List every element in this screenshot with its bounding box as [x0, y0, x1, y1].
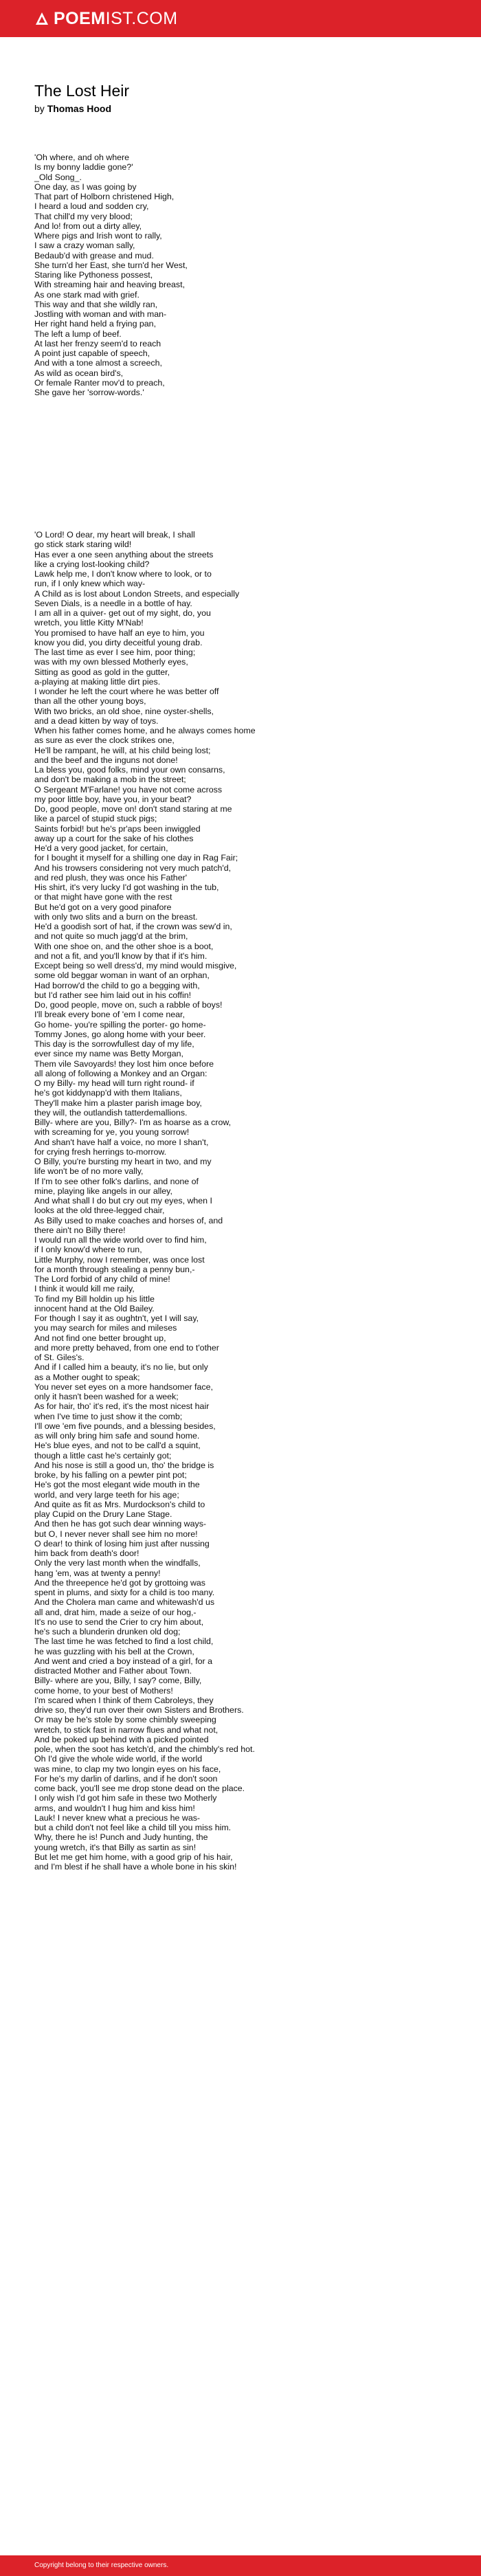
logo-text	[54, 8, 178, 29]
logo-mark-icon	[34, 11, 49, 26]
byline	[34, 102, 111, 115]
poem-stanza: 'O Lord! O dear, my heart will break, I shall go stick stark staring wild! Has ever a one seen anything about the streets like a crying lost-looking child? Lawk help me, I don't know where to look, or to run, if I only knew which way- A Child as is lost about London Streets, and especially Seven Dials, is a needle in a bottle of hay. I am all in a quiver- get out of my sight, do, you wretch, you little Kitty M'Nab! You promised to have half an eye to him, you know you did, you dirty deceitful young drab. The last time as ever I see him, poor thing; was with my own blessed Motherly eyes, Sitting as good as gold in the gutter, a-playing at making little dirt pies. I wonder he left the court where he was better off than all the other young boys, With two bricks, an old shoe, nine oyster-shells, and a dead kitten by way of toys. When his father comes home, and he always comes home as sure as ever the clock strikes one, He'll be rampant, he will, at his child being lost; and the beef and the inguns not done! La bless you, good folks, mind your own consarns, and don't be making a mob in the street; O Sergeant M'Farlane! you have not come across my poor little boy, have you, in your beat? Do, good people, move on! don't stand staring at me like a parcel of stupid stuck pigs; Saints forbid! but he's pr'aps been inwiggled away up a court for the sake of his clothes He'd a very good jacket, for certain, for I bought it myself for a shilling one day in Rag Fair; And his trowsers considering not very much patch'd, and red plush, they was once his Father' His shirt, it's very lucky I'd got washing in the tub, or that might have gone with the rest But he'd got on a very good pinafore with only two slits and a burn on the breast. He'd a goodish sort of hat, if the crown was sew'd in, and not quite so much jagg'd at the brim, With one shoe on, and the other shoe is a boot, and not a fit, and you'll know by that if it's him. Except being so well dress'd, my mind would misgive, some old beggar woman in want of an orphan, Had borrow'd the child to go a begging with, but I'd rather see him laid out in his coffin! Do, good people, move on, such a rabble of boys! I'll break every bone of 'em I come near, Go home- you're spilling the porter- go home- Tommy Jones, go along home with your beer. This day is the sorrowfullest day of my life, ever since my name was Betty Morgan, Them vile Savoyards! they lost him once before all along of following a Monkey and an Organ: O my Billy- my head will turn right round- if he's got kiddynapp'd with them Italians, They'll make him a plaster parish image boy, they will, the outlandish tatterdemallions. Billy- where are you, Billy?- I'm as hoarse as a crow, with screaming for ye, you young sorrow! And shan't have half a voice, no more I shan't, for crying fresh herrings to-morrow. O Billy, you're bursting my heart in two, and my life won't be of no more vally, If I'm to see other folk's darlins, and none of mine, playing like angels in our alley, And what shall I do but cry out my eyes, when I looks at the old three-legged chair, As Billy used to make coaches and horses of, and there ain't no Billy there! I would run all the wide world over to find him, if I only know'd where to run, Little Murphy, now I remember, was once lost for a month through stealing a penny bun,- The Lord forbid of any child of mine! I think it would kill me raily, To find my Bill holdin up his little innocent hand at the Old Bailey. For though I say it as oughtn't, yet I will say, you may search for miles and mileses And not find one better brought up, and more pretty behaved, from one end to t'other of St. Giles's. And if I called him a beauty, it's no lie, but only as a Mother ought to speak; You never set eyes on a more handsomer face, only it hasn't been washed for a week; As for hair, tho' it's red, it's the most nicest hair when I've time to just show it the comb; I'll owe 'em five pounds, and a blessing besides, as will only bring him safe and sound home. He's blue eyes, and not to be call'd a squint, though a little cast he's certainly got; And his nose is still a good un, tho' the bridge is broke, by his falling on a pewter pint pot; He's got the most elegant wide mouth in the world, and very large teeth for his age; And quite as fit as Mrs. Murdockson's child to play Cupid on the Drury Lane Stage. And then he has got such dear winning ways- but O, I never never shall see him no more! O dear! to think of losing him just after nussing him back from death's door! Only the very last month when the windfalls, hang 'em, was at twenty a penny! And the threepence he'd got by grottoing was spent in plums, and sixty for a child is too many. And the Cholera man came and whitewash'd us all and, drat him, made a seize of our hog,- It's no use to send the Crier to cry him about, he's such a blunderin drunken old dog; The last time he was fetched to find a lost child, he was guzzling with his bell at the Crown, And went and cried a boy instead of a girl, for a distracted Mother and Father about Town. Billy- where are you, Billy, I say? come, Billy, come home, to your best of Mothers! I'm scared when I think of them Cabroleys, they drive so, they'd run over their own Sisters and Brothers. Or may be he's stole by some chimbly sweeping wretch, to stick fast in narrow flues and what not, And be poked up behind with a picked pointed pole, when the soot has ketch'd, and the chimbly's red hot. Oh I'd give the whole wide world, if the world was mine, to clap my two longin eyes on his face, For he's my darlin of darlins, and if he don't soon come back, you'll see me drop stone dead on the place. I only wish I'd got him safe in these two Motherly arms, and wouldn't I hug him and kiss him! Lauk! I never knew what a precious he was- but a child don't not feel like a child till you miss him. Why, there he is! Punch and Judy hunting, the young wretch, it's that Billy as sartin as sin! But let me get him home, with a good grip of his hair, and I'm blest if he shall have a whole bone in his skin!	[34, 530, 256, 1872]
footer-bar	[0, 2555, 481, 2576]
top-bar	[0, 0, 481, 37]
site-logo[interactable]	[34, 8, 178, 29]
copyright-text: Copyright belong to their respective owners.	[34, 2562, 169, 2569]
author-link[interactable]: Thomas Hood	[47, 103, 112, 114]
poem-stanza: 'Oh where, and oh where Is my bonny laddie gone?' _Old Song_. One day, as I was going by That part of Holborn christened High, I heard a loud and sodden cry, That chill'd my very blood; And lo! from out a dirty alley, Where pigs and Irish wont to rally, I saw a crazy woman sally, Bedaub'd with grease and mud. She turn'd her East, she turn'd her West, Staring like Pythoness possest, With streaming hair and heaving breast, As one stark mad with grief. This way and that she wildly ran, Jostling with woman and with man- Her right hand held a frying pan, The left a lump of beef. At last her frenzy seem'd to reach A point just capable of speech, And with a tone almost a screech, As wild as ocean bird's, Or female Ranter mov'd to preach, She gave her 'sorrow-words.'	[34, 153, 188, 397]
poem-title: The Lost Heir	[34, 82, 130, 100]
logo-text-light: IST.COM	[105, 9, 178, 28]
byline-prefix: by	[34, 103, 45, 114]
logo-text-bold: POEM	[54, 9, 106, 28]
